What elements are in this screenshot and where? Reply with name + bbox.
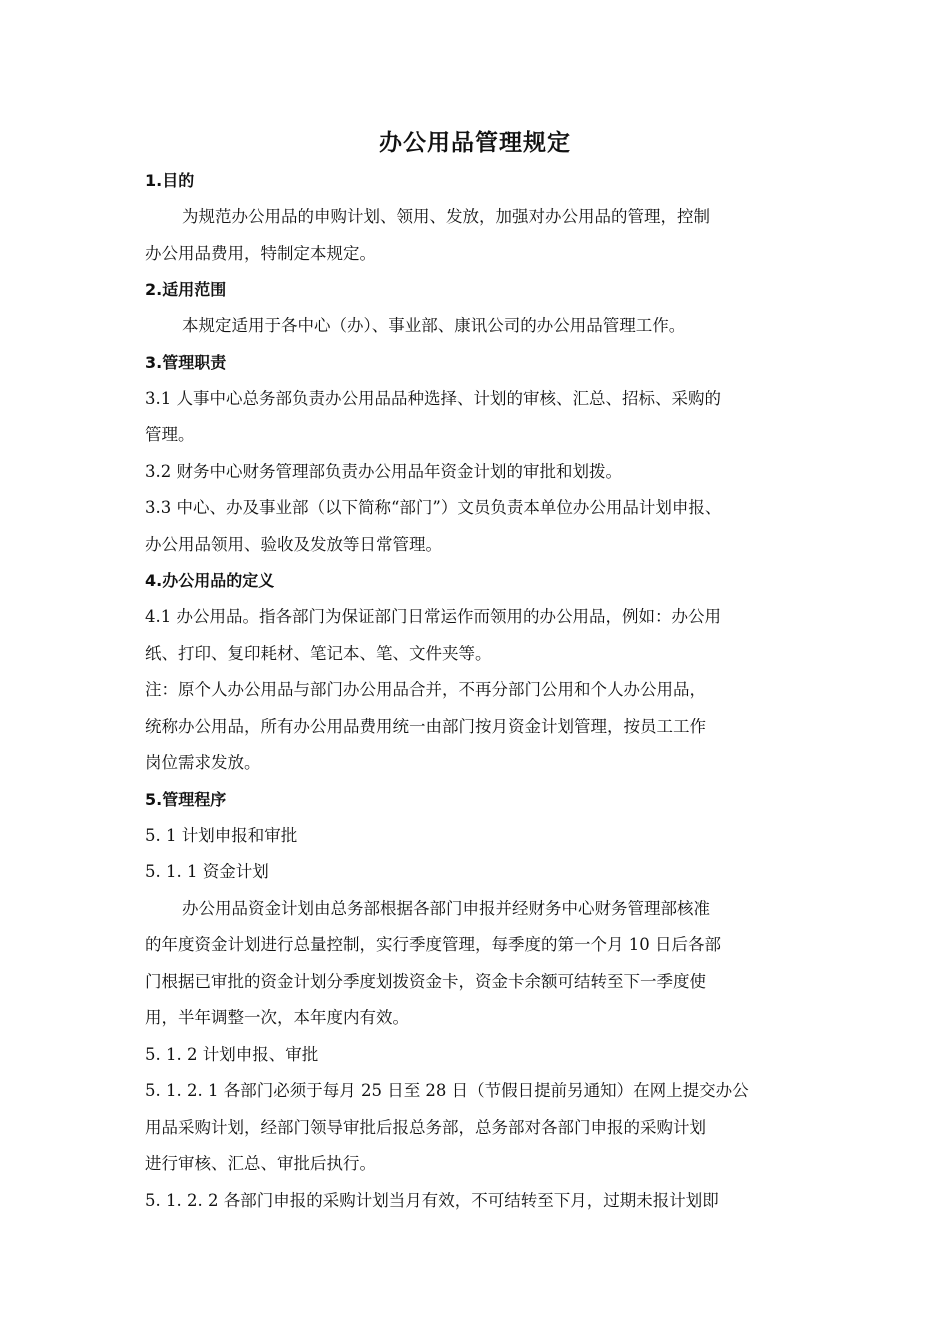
paragraph-line: 办公用品资金计划由总务部根据各部门申报并经财务中心财务管理部核准: [182, 898, 710, 918]
section-heading: 4.办公用品的定义: [145, 571, 275, 590]
paragraph: [145, 454, 825, 491]
paragraph-line: 3.1 人事中心总务部负责办公用品品种选择、计划的审核、汇总、招标、采购的: [145, 388, 721, 408]
paragraph-line: 用，半年调整一次，本年度内有效。: [145, 1008, 409, 1027]
document-body: [145, 163, 825, 1219]
paragraph: [145, 308, 825, 345]
section-heading: 2.适用范围: [145, 280, 227, 299]
paragraph: [145, 381, 825, 454]
paragraph-line: 5. 1. 2. 1 各部门必须于每月 25 日至 28 日（节假日提前另通知）在网上提交办公: [145, 1081, 749, 1100]
paragraph: [145, 891, 825, 1037]
paragraph: [145, 672, 825, 782]
paragraph-line: 为规范办公用品的申购计划、领用、发放，加强对办公用品的管理，控制: [182, 207, 710, 226]
document-title: 办公用品管理规定: [379, 130, 571, 156]
paragraph-line: 岗位需求发放。: [145, 753, 261, 772]
paragraph-line: 5. 1. 2. 2 各部门申报的采购计划当月有效，不可结转至下月，过期未报计划即: [145, 1190, 719, 1210]
paragraph-line: 门根据已审批的资金计划分季度划拨资金卡，资金卡余额可结转至下一季度使: [145, 971, 706, 991]
paragraph-line: 用品采购计划，经部门领导审批后报总务部，总务部对各部门申报的采购计划: [145, 1117, 706, 1137]
paragraph-line: 办公用品费用，特制定本规定。: [145, 243, 376, 263]
paragraph: [145, 199, 825, 272]
section-heading: 5.管理程序: [145, 789, 227, 809]
paragraph-line: 3.3 中心、办及事业部（以下简称“部门”）文员负责本单位办公用品计划申报、: [145, 498, 722, 517]
paragraph: [145, 599, 825, 672]
paragraph-line: 的年度资金计划进行总量控制，实行季度管理，每季度的第一个月 10 日后各部: [145, 935, 721, 954]
paragraph-line: 办公用品领用、验收及发放等日常管理。: [145, 534, 442, 554]
paragraph-line: 4.1 办公用品。指各部门为保证部门日常运作而领用的办公用品，例如：办公用: [145, 607, 721, 626]
paragraph: [145, 854, 825, 891]
paragraph-line: 本规定适用于各中心（办）、事业部、康讯公司的办公用品管理工作。: [182, 316, 686, 335]
paragraph: [145, 1073, 825, 1183]
paragraph-line: 进行审核、汇总、审批后执行。: [145, 1154, 376, 1173]
paragraph: [145, 1183, 825, 1220]
paragraph: [145, 818, 825, 855]
paragraph-line: 5. 1. 1 资金计划: [145, 862, 269, 881]
paragraph-line: 统称办公用品，所有办公用品费用统一由部门按月资金计划管理，按员工工作: [145, 716, 706, 736]
section-heading: 3.管理职责: [145, 352, 227, 372]
paragraph-line: 5. 1 计划申报和审批: [145, 825, 298, 845]
section-heading: 1.目的: [145, 171, 195, 190]
paragraph: [145, 490, 825, 563]
paragraph-line: 注：原个人办公用品与部门办公用品合并，不再分部门公用和个人办公用品，: [145, 680, 706, 699]
paragraph-line: 管理。: [145, 425, 195, 444]
paragraph-line: 3.2 财务中心财务管理部负责办公用品年资金计划的审批和划拨。: [145, 461, 622, 481]
paragraph-line: 5. 1. 2 计划申报、审批: [145, 1044, 319, 1064]
paragraph: [145, 1037, 825, 1074]
paragraph-line: 纸、打印、复印耗材、笔记本、笔、文件夹等。: [145, 643, 492, 663]
